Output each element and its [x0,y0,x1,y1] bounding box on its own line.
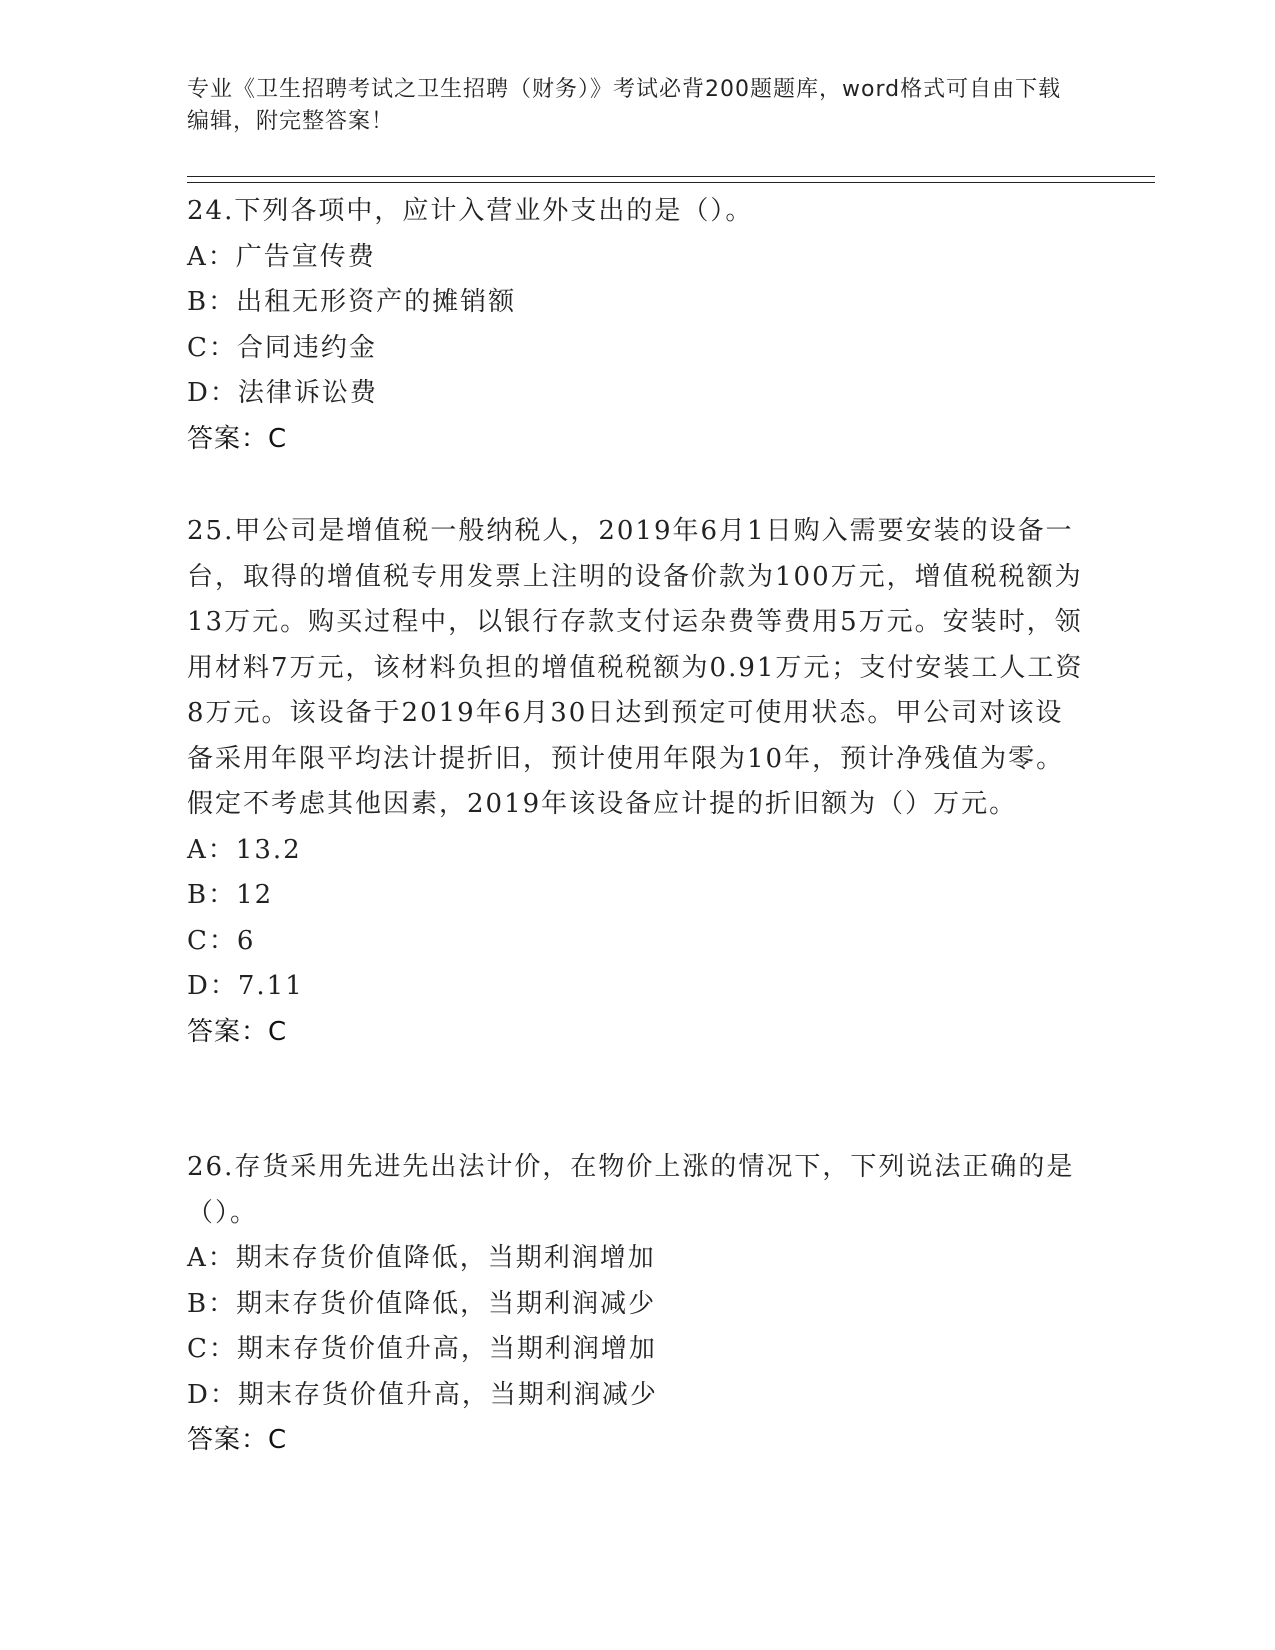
answer-label: 答案：C [187,1016,288,1047]
header-divider-bottom [187,182,1155,183]
header-text: 专业《卫生招聘考试之卫生招聘（财务）》考试必背200题题库，word格式可自由下载编辑，附完整答案！ [187,77,1062,134]
question-24 [187,189,1087,462]
question-stem: 25.甲公司是增值税一般纳税人，2019年6月1日购入需要安装的设备一台，取得的增值税专用发票上注明的设备价款为100万元，增值税税额为13万元。购买过程中，以银行存款支付运杂费等费用5万元。安装时，领用材料7万元，该材料负担的增值税税额为0.91万元；支付安装工人工资8万元。该设备于2019年6月30日达到预定可使用状态。甲公司对该设备采用年限平均法计提折旧，预计使用年限为10年，预计净残值为零。假定不考虑其他因素，2019年该设备应计提的折旧额为（）万元。 [187,516,1084,819]
option-a: A：13.2 [187,834,302,865]
option-b: B：12 [187,880,274,910]
question-26 [187,1145,1087,1464]
option-b: B：出租无形资产的摊销额 [187,287,517,317]
question-stem: 24.下列各项中，应计入营业外支出的是（）。 [187,196,754,226]
option-b: B：期末存货价值降低，当期利润减少 [187,1288,657,1319]
document-header [187,74,1067,138]
answer-label: 答案：C [187,1425,288,1455]
option-c: C：6 [187,925,256,956]
option-c: C：合同违约金 [187,332,377,363]
option-d: D：法律诉讼费 [187,378,378,408]
option-a: A：期末存货价值降低，当期利润增加 [187,1243,656,1273]
answer-label: 答案：C [187,423,288,454]
header-divider-top [187,176,1155,177]
question-25 [187,509,1087,1055]
option-d: D：期末存货价值升高，当期利润减少 [187,1379,658,1410]
option-a: A：广告宣传费 [187,241,376,272]
option-d: D：7.11 [187,971,304,1001]
question-stem: 26.存货采用先进先出法计价，在物价上涨的情况下，下列说法正确的是（）。 [187,1152,1075,1228]
option-c: C：期末存货价值升高，当期利润增加 [187,1334,657,1364]
